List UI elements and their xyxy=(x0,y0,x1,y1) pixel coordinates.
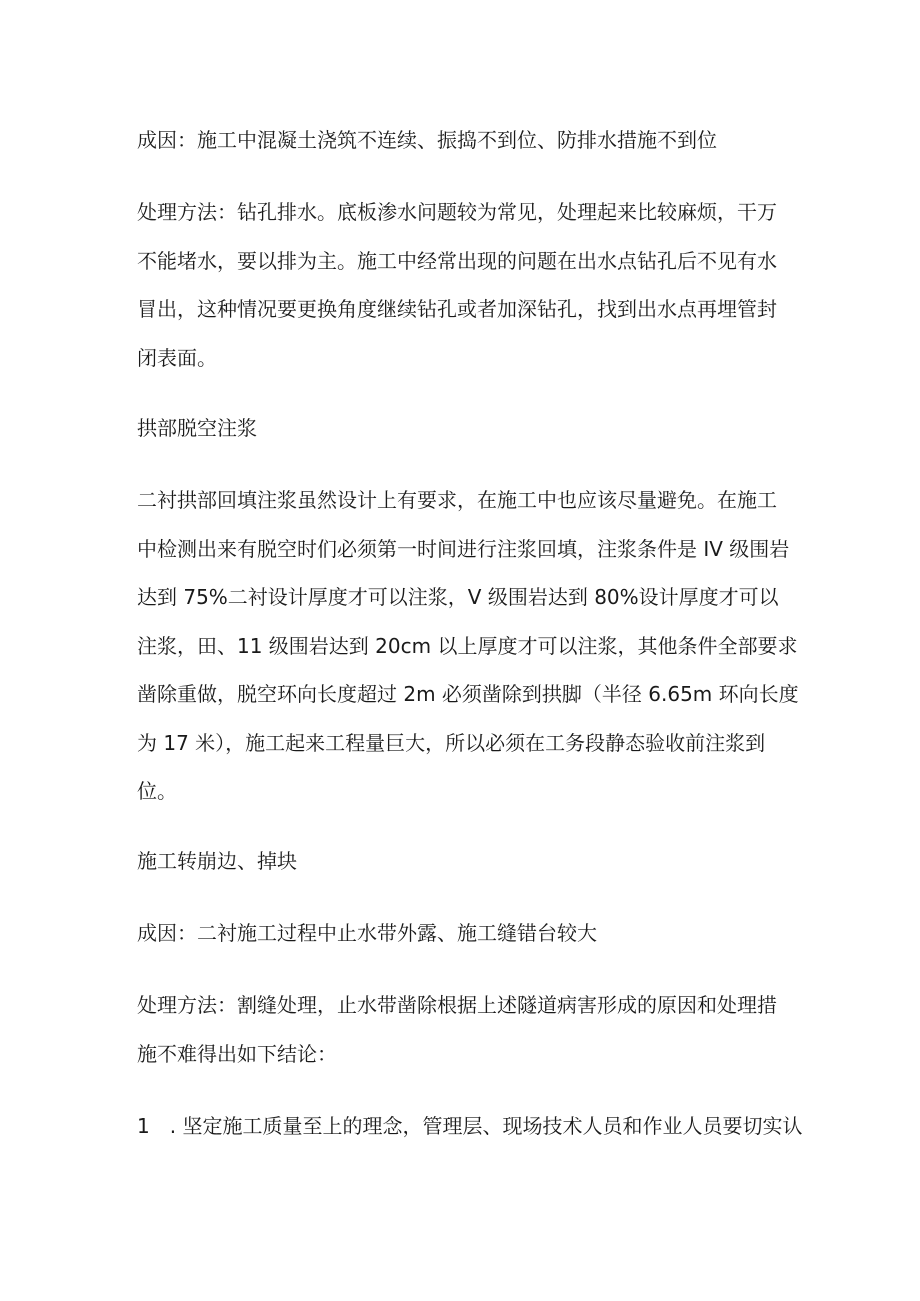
text-line: 处理方法：割缝处理，止水带凿除根据上述隧道病害形成的原因和处理措 xyxy=(137,993,777,1017)
list-item-conclusion-1 xyxy=(137,1102,803,1151)
text-line: 不能堵水，要以排为主。施工中经常出现的问题在出水点钻孔后不见有水 xyxy=(137,248,777,273)
text-line: 施工转崩边、掉块 xyxy=(137,849,297,873)
paragraph-treatment-drainage xyxy=(137,188,787,382)
text-line: 冒出，这种情况要更换角度继续钻孔或者加深钻孔，找到出水点再埋管封 xyxy=(137,297,777,321)
text-line: 闭表面。 xyxy=(137,345,217,370)
text-line: 位。 xyxy=(137,779,177,803)
text-line: 处理方法：钻孔排水。底板渗水问题较为常见，处理起来比较麻烦，干万 xyxy=(137,200,777,224)
paragraph-treatment-cutting xyxy=(137,981,787,1078)
text-line: 凿除重做，脱空环向长度超过 2m 必须凿除到拱脚（半径 6.65m 环向长度 xyxy=(137,682,799,706)
text-line: 为 17 米），施工起来工程量巨大，所以必须在工务段静态验收前注浆到 xyxy=(137,730,766,755)
paragraph-cause-1 xyxy=(137,116,787,165)
text-line: 达到 75%二衬设计厚度才可以注浆，V 级围岩达到 80%设计厚度才可以 xyxy=(137,585,779,609)
text-line: 成因：二衬施工过程中止水带外露、施工缝错台较大 xyxy=(137,921,597,945)
text-line: 注浆，田、11 级围岩达到 20cm 以上厚度才可以注浆，其他条件全部要求 xyxy=(137,633,798,658)
text-line: 二衬拱部回填注浆虽然设计上有要求，在施工中也应该尽量避免。在施工 xyxy=(137,488,777,512)
text-line: 中检测出来有脱空时们必须第一时间进行注浆回填，注浆条件是 IV 级围岩 xyxy=(137,536,790,561)
section-heading-arch-grouting xyxy=(137,404,787,453)
paragraph-arch-grouting xyxy=(137,476,799,816)
text-line: 拱部脱空注浆 xyxy=(137,416,257,440)
text-line: 成因：施工中混凝土浇筑不连续、振捣不到位、防排水措施不到位 xyxy=(137,128,717,152)
paragraph-cause-2 xyxy=(137,909,787,958)
text-line: 1 . 坚定施工质量至上的理念，管理层、现场技术人员和作业人员要切实认 xyxy=(137,1114,803,1138)
text-line: 施不难得出如下结论： xyxy=(137,1041,337,1066)
section-heading-edge-spalling xyxy=(137,837,787,886)
